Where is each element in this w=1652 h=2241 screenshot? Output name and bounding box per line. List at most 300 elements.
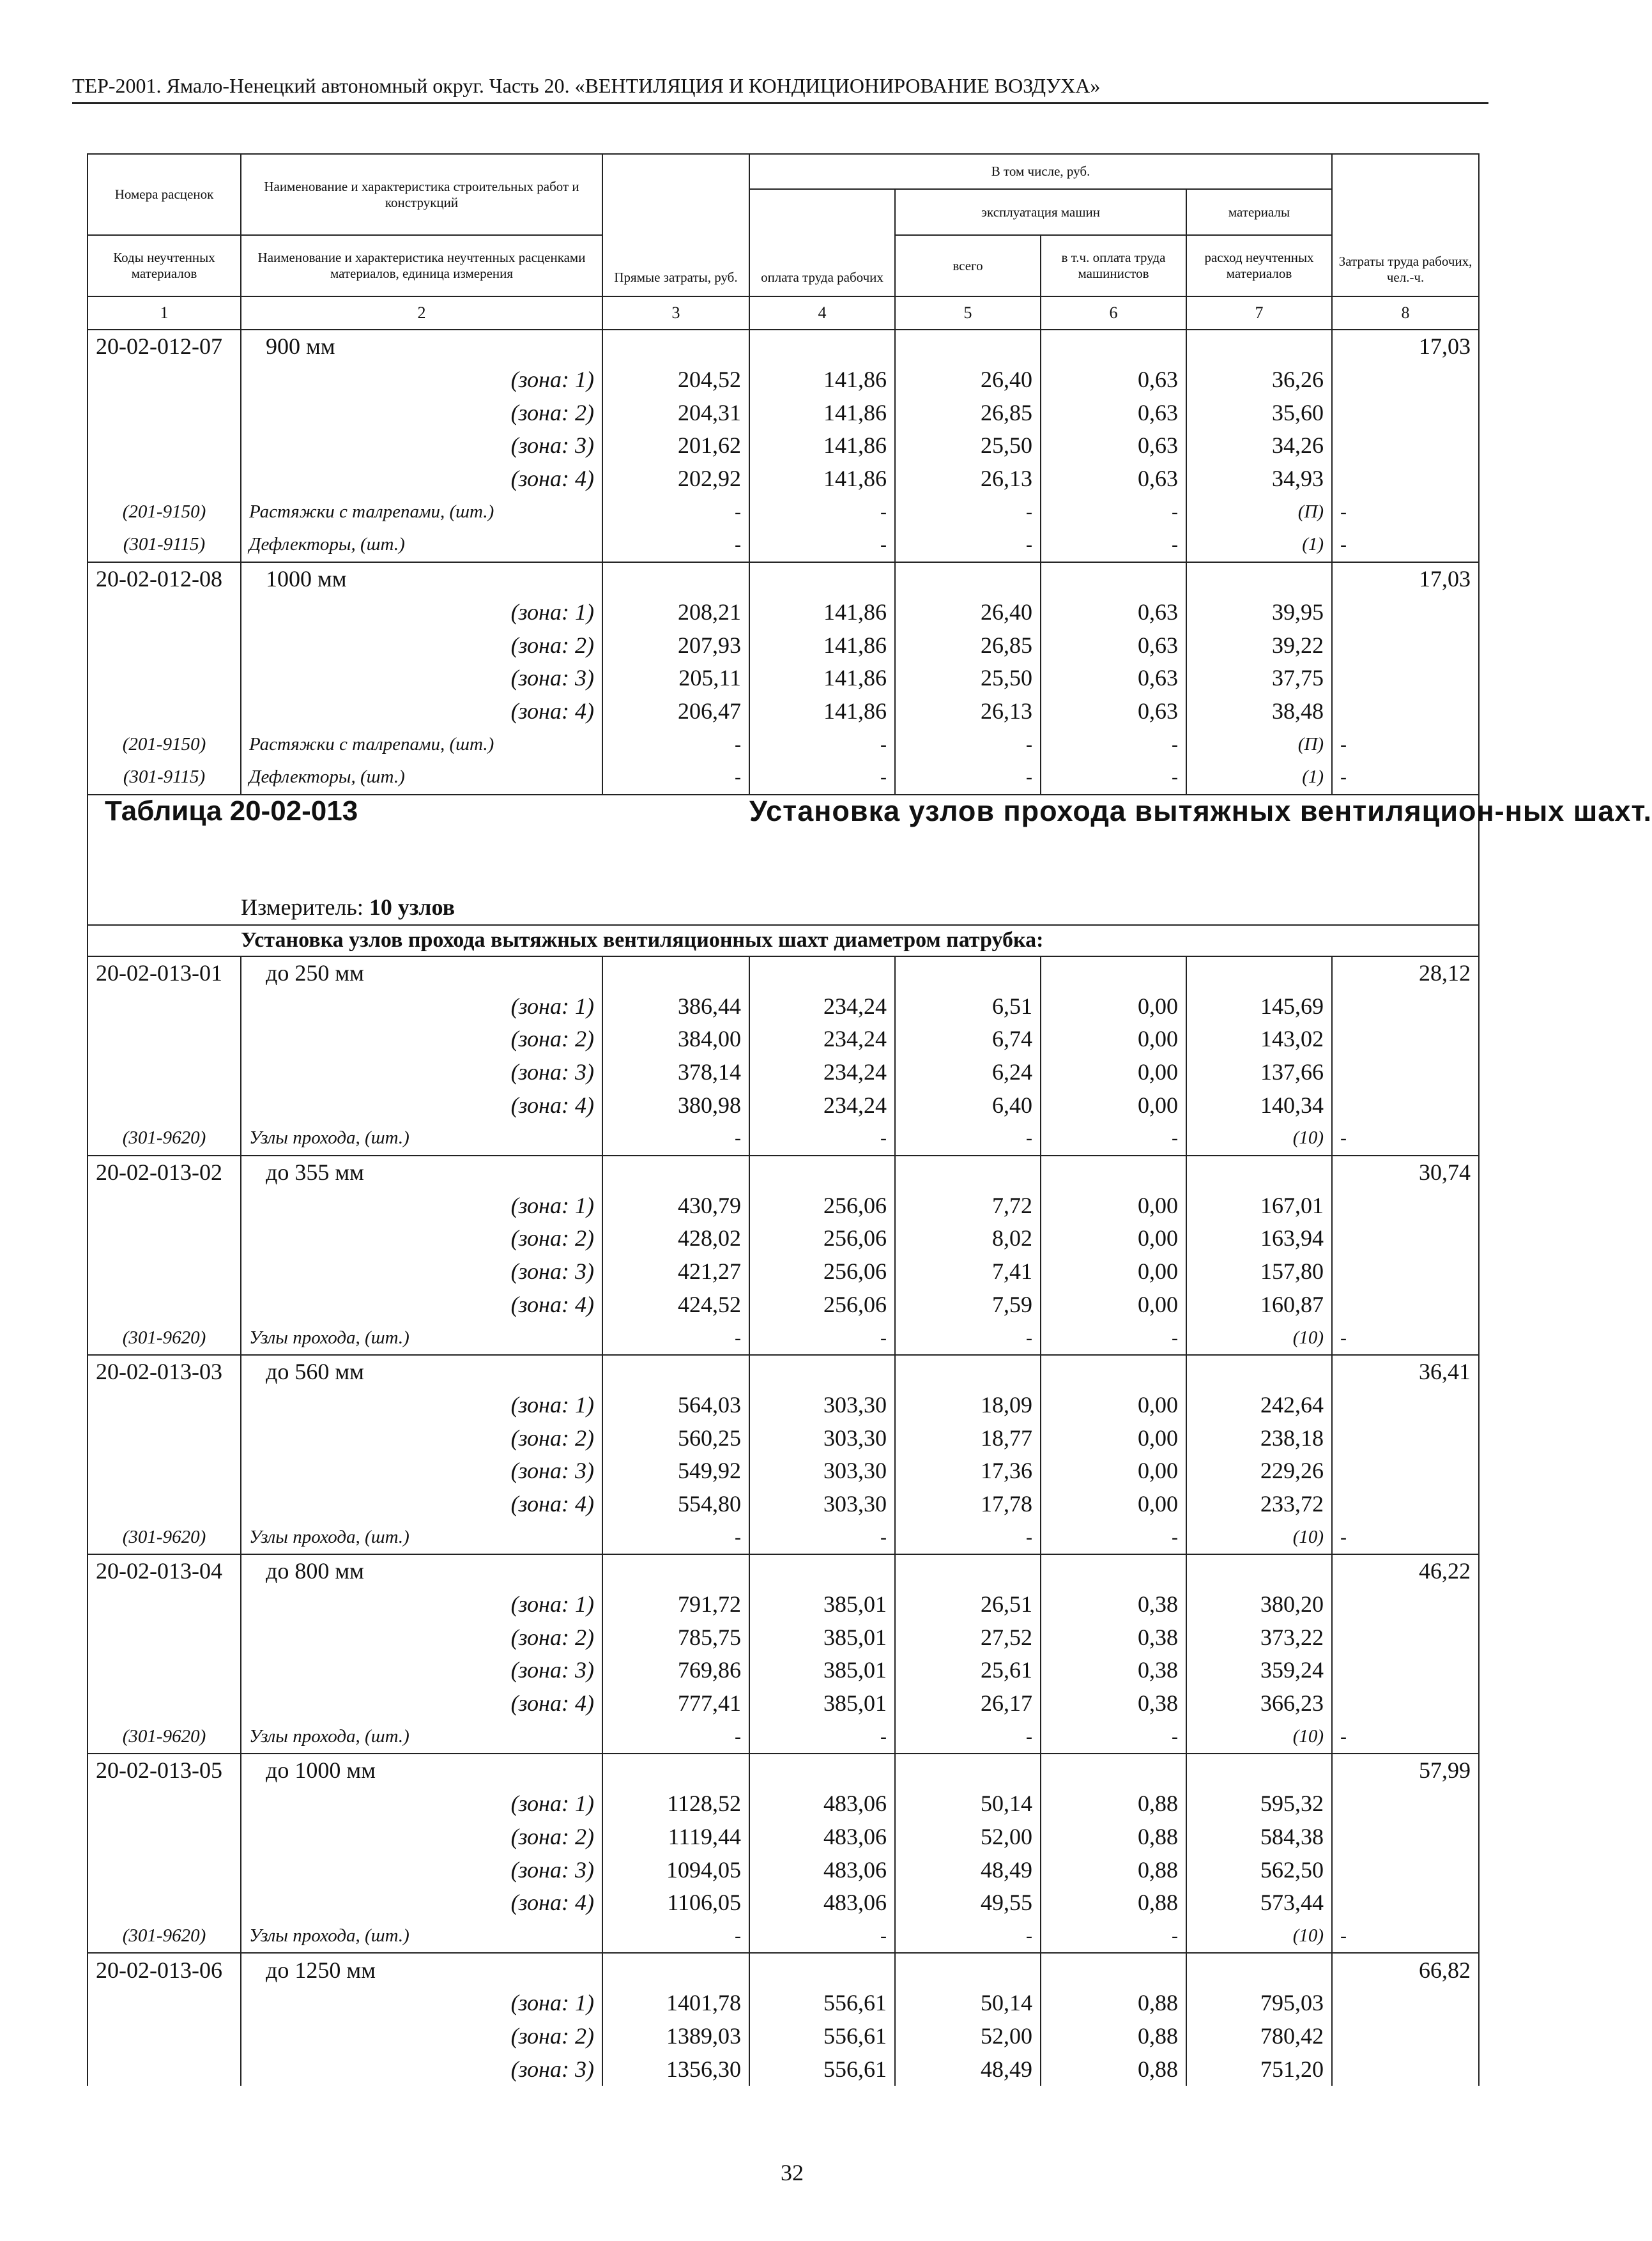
wages: 303,30	[749, 1455, 895, 1488]
machinists-wages: 0,63	[1041, 629, 1186, 662]
zone-label: (зона: 3)	[241, 662, 602, 695]
dash-cell: -	[1332, 528, 1479, 562]
empty-cell	[895, 956, 1041, 990]
material-amount: (1)	[1186, 528, 1332, 562]
dash-cell: -	[602, 1122, 749, 1156]
empty-cell	[1332, 1588, 1479, 1621]
empty-cell	[1041, 1754, 1186, 1787]
empty-cell	[1332, 1421, 1479, 1455]
material-amount: (П)	[1186, 728, 1332, 761]
empty-cell	[1332, 1389, 1479, 1422]
machinists-wages: 0,88	[1041, 1821, 1186, 1854]
machinists-wages: 0,63	[1041, 596, 1186, 629]
machines-total: 18,77	[895, 1421, 1041, 1455]
wages: 234,24	[749, 1089, 895, 1122]
empty-cell	[88, 1687, 241, 1720]
col2-bottom-header: Наименование и характеристика неучтенных расценками материалов, единица измерения	[241, 235, 602, 296]
empty-cell	[1332, 629, 1479, 662]
material-name: Узлы прохода, (шт.)	[241, 1122, 602, 1156]
empty-cell	[88, 1421, 241, 1455]
material-row	[88, 728, 1479, 761]
direct-cost: 428,02	[602, 1222, 749, 1255]
item-name: до 250 мм	[241, 956, 602, 990]
machinists-wages: 0,38	[1041, 1621, 1186, 1654]
materials-cost: 380,20	[1186, 1588, 1332, 1621]
direct-cost: 204,52	[602, 363, 749, 397]
dash-cell: -	[1041, 528, 1186, 562]
dash-cell: -	[1332, 1920, 1479, 1954]
zone-row	[88, 1289, 1479, 1322]
empty-cell	[88, 1089, 241, 1122]
zone-label: (зона: 1)	[241, 1987, 602, 2020]
empty-cell	[88, 1023, 241, 1056]
machinists-wages: 0,63	[1041, 396, 1186, 429]
empty-cell	[749, 562, 895, 596]
wages: 483,06	[749, 1787, 895, 1821]
zone-label: (зона: 2)	[241, 1621, 602, 1654]
zone-label: (зона: 4)	[241, 1089, 602, 1122]
col7-header: расход неучтенных материалов	[1186, 235, 1332, 296]
item-name: до 355 мм	[241, 1156, 602, 1189]
item-name: до 1000 мм	[241, 1754, 602, 1787]
zone-label: (зона: 3)	[241, 2053, 602, 2086]
empty-cell	[88, 1987, 241, 2020]
material-code: (201-9150)	[88, 495, 241, 528]
empty-cell	[1041, 956, 1186, 990]
labor-cost: 66,82	[1332, 1953, 1479, 1987]
zone-row	[88, 2053, 1479, 2086]
materials-cost: 34,93	[1186, 463, 1332, 496]
empty-cell	[88, 1255, 241, 1289]
table-row	[88, 1554, 1479, 1588]
zone-row	[88, 2020, 1479, 2053]
empty-cell	[749, 1156, 895, 1189]
dash-cell: -	[602, 761, 749, 795]
zone-label: (зона: 2)	[241, 1222, 602, 1255]
direct-cost: 564,03	[602, 1389, 749, 1422]
zone-label: (зона: 1)	[241, 596, 602, 629]
labor-cost: 36,41	[1332, 1355, 1479, 1389]
empty-cell	[88, 925, 241, 956]
empty-cell	[602, 1754, 749, 1787]
labor-cost: 17,03	[1332, 330, 1479, 363]
machines-total: 7,41	[895, 1255, 1041, 1289]
wages: 303,30	[749, 1421, 895, 1455]
empty-cell	[602, 562, 749, 596]
dash-cell: -	[602, 495, 749, 528]
empty-cell	[1332, 396, 1479, 429]
machines-total: 26,85	[895, 396, 1041, 429]
item-name: до 1250 мм	[241, 1953, 602, 1987]
empty-cell	[1186, 1355, 1332, 1389]
empty-cell	[1041, 1355, 1186, 1389]
dash-cell: -	[1332, 495, 1479, 528]
direct-cost: 1094,05	[602, 1853, 749, 1886]
material-name: Узлы прохода, (шт.)	[241, 1321, 602, 1355]
wages: 556,61	[749, 2020, 895, 2053]
zone-row	[88, 1821, 1479, 1854]
wages: 385,01	[749, 1588, 895, 1621]
machines-total: 50,14	[895, 1987, 1041, 2020]
zone-row	[88, 1089, 1479, 1122]
item-code: 20-02-012-07	[88, 330, 241, 363]
dash-cell: -	[749, 1321, 895, 1355]
empty-cell	[88, 396, 241, 429]
machines-total: 26,40	[895, 596, 1041, 629]
empty-cell	[1332, 1488, 1479, 1521]
zone-row	[88, 1787, 1479, 1821]
header-rule	[72, 102, 1488, 104]
zone-label: (зона: 3)	[241, 1853, 602, 1886]
machines-total: 26,40	[895, 363, 1041, 397]
measure-label: Измеритель:	[241, 894, 369, 920]
wages: 141,86	[749, 429, 895, 463]
empty-cell	[895, 1355, 1041, 1389]
zone-label: (зона: 1)	[241, 1389, 602, 1422]
dash-cell: -	[749, 1920, 895, 1954]
material-row	[88, 761, 1479, 795]
empty-cell	[88, 2020, 241, 2053]
material-row	[88, 1920, 1479, 1954]
dash-cell: -	[1041, 728, 1186, 761]
wages: 234,24	[749, 1056, 895, 1089]
direct-cost: 1119,44	[602, 1821, 749, 1854]
measure-value: 10 узлов	[369, 894, 455, 920]
wages: 141,86	[749, 363, 895, 397]
empty-cell	[88, 1621, 241, 1654]
machinists-wages: 0,00	[1041, 1455, 1186, 1488]
zone-row	[88, 1189, 1479, 1222]
empty-cell	[1332, 1853, 1479, 1886]
machinists-wages: 0,63	[1041, 463, 1186, 496]
empty-cell	[1332, 1987, 1479, 2020]
direct-cost: 424,52	[602, 1289, 749, 1322]
empty-cell	[1041, 1953, 1186, 1987]
empty-cell	[895, 1156, 1041, 1189]
dash-cell: -	[1332, 761, 1479, 795]
direct-cost: 207,93	[602, 629, 749, 662]
empty-cell	[88, 2053, 241, 2086]
material-code: (301-9620)	[88, 1520, 241, 1554]
col1-top-header: Номера расценок	[88, 154, 241, 235]
machinists-wages: 0,00	[1041, 1222, 1186, 1255]
zone-label: (зона: 3)	[241, 1255, 602, 1289]
machinists-wages: 0,00	[1041, 1255, 1186, 1289]
measure	[241, 890, 1479, 925]
dash-cell: -	[749, 761, 895, 795]
dash-cell: -	[1041, 761, 1186, 795]
item-name: 900 мм	[241, 330, 602, 363]
empty-cell	[88, 1488, 241, 1521]
direct-cost: 549,92	[602, 1455, 749, 1488]
material-row	[88, 1720, 1479, 1754]
materials-header: материалы	[1186, 189, 1332, 235]
materials-cost: 35,60	[1186, 396, 1332, 429]
machinists-wages: 0,63	[1041, 429, 1186, 463]
col2-top-header: Наименование и характеристика строительных работ и конструкций	[241, 154, 602, 235]
empty-cell	[88, 890, 241, 925]
labor-cost: 30,74	[1332, 1156, 1479, 1189]
direct-cost: 386,44	[602, 990, 749, 1023]
materials-cost: 233,72	[1186, 1488, 1332, 1521]
machinists-wages: 0,00	[1041, 1189, 1186, 1222]
wages: 556,61	[749, 2053, 895, 2086]
zone-label: (зона: 1)	[241, 363, 602, 397]
empty-cell	[88, 695, 241, 728]
empty-cell	[1332, 1255, 1479, 1289]
materials-cost: 238,18	[1186, 1421, 1332, 1455]
col1-bottom-header: Коды неучтенных материалов	[88, 235, 241, 296]
col4-header: оплата труда рабочих	[749, 189, 895, 296]
dash-cell: -	[1332, 1321, 1479, 1355]
empty-cell	[1332, 2020, 1479, 2053]
zone-row	[88, 429, 1479, 463]
materials-cost: 36,26	[1186, 363, 1332, 397]
materials-cost: 359,24	[1186, 1654, 1332, 1687]
empty-cell	[1041, 330, 1186, 363]
dash-cell: -	[602, 1321, 749, 1355]
zone-label: (зона: 2)	[241, 1421, 602, 1455]
dash-cell: -	[749, 1720, 895, 1754]
wages: 141,86	[749, 629, 895, 662]
materials-cost: 795,03	[1186, 1987, 1332, 2020]
material-name: Узлы прохода, (шт.)	[241, 1520, 602, 1554]
empty-cell	[88, 429, 241, 463]
zone-row	[88, 1621, 1479, 1654]
direct-cost: 421,27	[602, 1255, 749, 1289]
empty-cell	[1332, 1289, 1479, 1322]
machines-total: 26,13	[895, 695, 1041, 728]
materials-cost: 780,42	[1186, 2020, 1332, 2053]
machinists-wages: 0,38	[1041, 1654, 1186, 1687]
item-code: 20-02-013-02	[88, 1156, 241, 1189]
dash-cell: -	[1332, 1720, 1479, 1754]
machines-total: 7,72	[895, 1189, 1041, 1222]
table-title-row	[88, 795, 1479, 890]
machines-total: 25,61	[895, 1654, 1041, 1687]
zone-row	[88, 1056, 1479, 1089]
empty-cell	[88, 1455, 241, 1488]
col-number: 1	[88, 296, 241, 330]
empty-cell	[1332, 1056, 1479, 1089]
empty-cell	[895, 562, 1041, 596]
empty-cell	[88, 363, 241, 397]
table-title: Таблица 20-02-013	[88, 795, 749, 890]
empty-cell	[1332, 463, 1479, 496]
item-code: 20-02-013-03	[88, 1355, 241, 1389]
empty-cell	[602, 1554, 749, 1588]
empty-cell	[602, 956, 749, 990]
zone-label: (зона: 1)	[241, 1787, 602, 1821]
empty-cell	[1186, 956, 1332, 990]
zone-row	[88, 990, 1479, 1023]
empty-cell	[895, 1554, 1041, 1588]
table-row	[88, 956, 1479, 990]
empty-cell	[749, 1355, 895, 1389]
empty-cell	[88, 990, 241, 1023]
direct-cost: 769,86	[602, 1654, 749, 1687]
col-number: 3	[602, 296, 749, 330]
zone-label: (зона: 2)	[241, 396, 602, 429]
machines-total: 49,55	[895, 1886, 1041, 1920]
dash-cell: -	[749, 1122, 895, 1156]
material-amount: (10)	[1186, 1321, 1332, 1355]
empty-cell	[88, 629, 241, 662]
machines-total: 25,50	[895, 662, 1041, 695]
wages: 385,01	[749, 1687, 895, 1720]
zone-row	[88, 363, 1479, 397]
machinists-wages: 0,38	[1041, 1588, 1186, 1621]
empty-cell	[1332, 2053, 1479, 2086]
dash-cell: -	[602, 1920, 749, 1954]
machines-total: 6,51	[895, 990, 1041, 1023]
subheading-row	[88, 925, 1479, 956]
material-name: Растяжки с талрепами, (шт.)	[241, 495, 602, 528]
material-code: (301-9115)	[88, 528, 241, 562]
page-number: 32	[781, 2160, 804, 2185]
col-number: 6	[1041, 296, 1186, 330]
machinists-wages: 0,63	[1041, 695, 1186, 728]
machinists-wages: 0,63	[1041, 662, 1186, 695]
empty-cell	[88, 1588, 241, 1621]
machines-total: 17,36	[895, 1455, 1041, 1488]
wages: 385,01	[749, 1621, 895, 1654]
empty-cell	[1332, 1189, 1479, 1222]
machines-total: 6,74	[895, 1023, 1041, 1056]
empty-cell	[1041, 562, 1186, 596]
dash-cell: -	[895, 1520, 1041, 1554]
materials-cost: 595,32	[1186, 1787, 1332, 1821]
machinists-wages: 0,00	[1041, 1421, 1186, 1455]
material-row	[88, 528, 1479, 562]
dash-cell: -	[749, 495, 895, 528]
materials-cost: 145,69	[1186, 990, 1332, 1023]
dash-cell: -	[1041, 1520, 1186, 1554]
material-code: (301-9115)	[88, 761, 241, 795]
material-name: Дефлекторы, (шт.)	[241, 528, 602, 562]
materials-cost: 143,02	[1186, 1023, 1332, 1056]
direct-cost: 777,41	[602, 1687, 749, 1720]
measure-row	[88, 890, 1479, 925]
empty-cell	[1332, 1821, 1479, 1854]
zone-label: (зона: 3)	[241, 1654, 602, 1687]
empty-cell	[1186, 1953, 1332, 1987]
wages: 141,86	[749, 695, 895, 728]
empty-cell	[88, 1289, 241, 1322]
material-amount: (П)	[1186, 495, 1332, 528]
material-name: Дефлекторы, (шт.)	[241, 761, 602, 795]
empty-cell	[1332, 1455, 1479, 1488]
empty-cell	[1332, 1654, 1479, 1687]
item-code: 20-02-013-06	[88, 1953, 241, 1987]
materials-cost: 39,95	[1186, 596, 1332, 629]
wages: 483,06	[749, 1821, 895, 1854]
wages: 141,86	[749, 463, 895, 496]
materials-cost: 39,22	[1186, 629, 1332, 662]
wages: 483,06	[749, 1853, 895, 1886]
dash-cell: -	[895, 1920, 1041, 1954]
empty-cell	[1332, 1886, 1479, 1920]
dash-cell: -	[1332, 728, 1479, 761]
materials-cost: 160,87	[1186, 1289, 1332, 1322]
col-number: 2	[241, 296, 602, 330]
direct-cost: 1128,52	[602, 1787, 749, 1821]
zone-row	[88, 1255, 1479, 1289]
empty-cell	[1332, 695, 1479, 728]
empty-cell	[895, 1953, 1041, 1987]
materials-cost: 562,50	[1186, 1853, 1332, 1886]
dash-cell: -	[602, 1520, 749, 1554]
zone-row	[88, 1654, 1479, 1687]
machinists-wages: 0,88	[1041, 1987, 1186, 2020]
materials-cost: 34,26	[1186, 429, 1332, 463]
empty-cell	[88, 1056, 241, 1089]
zone-label: (зона: 2)	[241, 1023, 602, 1056]
item-name: до 560 мм	[241, 1355, 602, 1389]
direct-cost: 206,47	[602, 695, 749, 728]
dash-cell: -	[895, 728, 1041, 761]
wages: 234,24	[749, 1023, 895, 1056]
col3-header: Прямые затраты, руб.	[602, 154, 749, 296]
machines-total: 52,00	[895, 1821, 1041, 1854]
direct-cost: 560,25	[602, 1421, 749, 1455]
machinists-wages: 0,00	[1041, 1488, 1186, 1521]
zone-row	[88, 662, 1479, 695]
col-number: 8	[1332, 296, 1479, 330]
machinists-wages: 0,88	[1041, 2053, 1186, 2086]
empty-cell	[88, 463, 241, 496]
zone-row	[88, 1987, 1479, 2020]
empty-cell	[88, 1821, 241, 1854]
dash-cell: -	[749, 528, 895, 562]
machines-header: эксплуатация машин	[895, 189, 1186, 235]
wages: 141,86	[749, 596, 895, 629]
zone-label: (зона: 3)	[241, 1455, 602, 1488]
col8-header: Затраты труда рабочих, чел.-ч.	[1332, 154, 1479, 296]
empty-cell	[1332, 429, 1479, 463]
wages: 256,06	[749, 1289, 895, 1322]
empty-cell	[1041, 1554, 1186, 1588]
dash-cell: -	[895, 1321, 1041, 1355]
empty-cell	[1332, 662, 1479, 695]
table-row	[88, 1754, 1479, 1787]
materials-cost: 137,66	[1186, 1056, 1332, 1089]
materials-cost: 167,01	[1186, 1189, 1332, 1222]
empty-cell	[88, 1222, 241, 1255]
material-code: (301-9620)	[88, 1321, 241, 1355]
zone-label: (зона: 4)	[241, 1886, 602, 1920]
wages: 141,86	[749, 396, 895, 429]
empty-cell	[749, 1953, 895, 1987]
price-table	[87, 153, 1652, 2086]
direct-cost: 554,80	[602, 1488, 749, 1521]
empty-cell	[1332, 1621, 1479, 1654]
machinists-wages: 0,00	[1041, 1389, 1186, 1422]
wages: 256,06	[749, 1189, 895, 1222]
empty-cell	[88, 1787, 241, 1821]
dash-cell: -	[602, 1720, 749, 1754]
materials-cost: 37,75	[1186, 662, 1332, 695]
empty-cell	[602, 1355, 749, 1389]
materials-cost: 573,44	[1186, 1886, 1332, 1920]
empty-cell	[1332, 1089, 1479, 1122]
zone-row	[88, 1023, 1479, 1056]
table-description: Установка узлов прохода вытяжных вентиляцион-ных шахт.	[749, 795, 1479, 890]
labor-cost: 28,12	[1332, 956, 1479, 990]
dash-cell: -	[895, 528, 1041, 562]
empty-cell	[1186, 562, 1332, 596]
wages: 483,06	[749, 1886, 895, 1920]
